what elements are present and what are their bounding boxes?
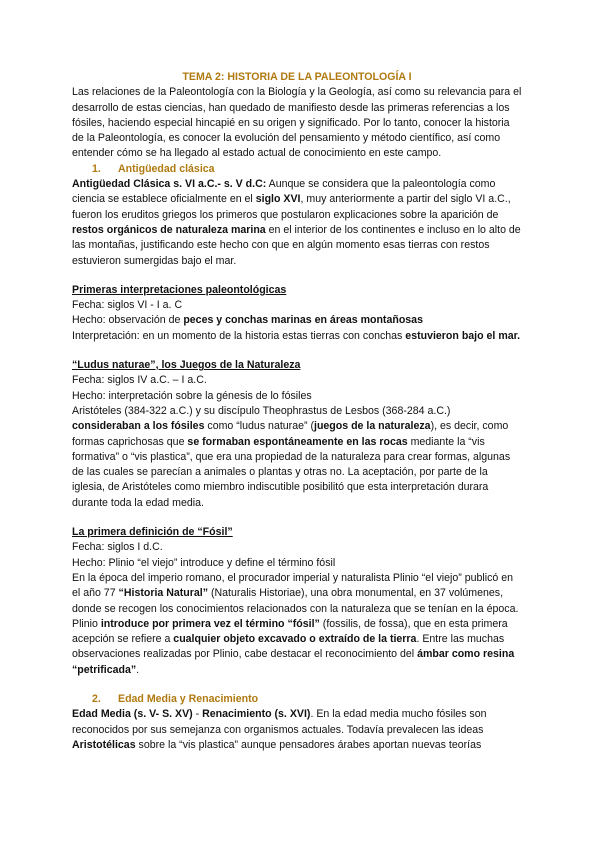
fecha-line: Fecha: siglos I d.C. <box>72 541 163 554</box>
section-number: 1. <box>92 162 101 175</box>
hecho-line: Hecho: observación de peces y conchas marinas en áreas montañosas <box>72 314 423 327</box>
bold-text: Antigüedad Clásica s. VI a.C.- s. V d.C: <box>72 178 267 191</box>
fecha-line: Fecha: siglos IV a.C. – I a.C. <box>72 374 207 387</box>
section-title: Edad Media y Renacimiento <box>118 692 259 705</box>
ludus-paragraph: Aristóteles (384-322 a.C.) y su discípulo Theophrastus de Lesbos (368-284 a.C.) consideraban a los fósiles como “ludus naturae” (juegos de la naturaleza), es decir, como formas caprichosas que se formaban espontáneamente en las rocas mediante la “vis formativa” o “vis plastica”, que era una propiedad de la naturaleza para crear formas, algunas de las cuales se parecían a animales o plantas y otras no. La aceptación, por parte de la iglesia, de Aristóteles como miembro indiscutible posibilitó que esta interpretación durara durante toda la edad media. <box>72 404 511 509</box>
antiguedad-paragraph: Antigüedad Clásica s. VI a.C.- s. V d.C: Aunque se considera que la paleontología como ciencia se establece oficialmente en el siglo XVI, muy anteriormente a partir del siglo VI a.C., fueron los eruditos griegos los primeros que postularon explicaciones sobre la aparición de restos orgánicos de naturaleza marina en el interior de los continentes e incluso en lo alto de las montañas, justificando este hecho con que en algún momento esas tierras con restos estuvieron sumergidas bajo el mar. <box>72 178 521 267</box>
intro-paragraph: Las relaciones de la Paleontología con la Biología y la Geología, así como su relevancia para el desarrollo de estas ciencias, han quedado de manifiesto desde las primeras referencias a los fósiles, haciendo especial hincapié en su origen y significado. Por lo tanto, conocer la historia de la Paleontología, es conocer la evolución del pensamiento y método científico, así como entender cómo se ha llegado al estado actual de conocimiento en este campo. <box>72 86 522 160</box>
hecho-line: Hecho: Plinio “el viejo” introduce y define el término fósil <box>72 556 336 569</box>
hecho-line: Hecho: interpretación sobre la génesis de lo fósiles <box>72 389 312 402</box>
plinio-paragraph: En la época del imperio romano, el procurador imperial y naturalista Plinio “el viejo” publicó en el año 77 “Historia Natural” (Naturalis Historiae), una obra monumental, en 37 volúmenes, donde se recogen los conocimientos relacionados con la naturaleza que se tenían en la época. <box>72 571 519 615</box>
subheading-primera-definicion: La primera definición de “Fósil” <box>72 526 233 539</box>
fecha-line: Fecha: siglos VI - I a. C <box>72 299 183 312</box>
document-content <box>72 70 522 753</box>
section-heading-edad-media <box>72 692 522 707</box>
subheading-primeras-interpretaciones: Primeras interpretaciones paleontológicas <box>72 283 287 296</box>
interpretacion-line: Interpretación: en un momento de la historia estas tierras con conchas estuvieron bajo el mar. <box>72 329 521 342</box>
section-number: 2. <box>92 692 101 705</box>
section-title: Antigüedad clásica <box>118 162 215 175</box>
page-title: TEMA 2: HISTORIA DE LA PALEONTOLOGÍA I <box>182 71 412 83</box>
section-heading-antiguedad <box>72 162 522 177</box>
edad-media-paragraph: Edad Media (s. V- S. XV) - Renacimiento (s. XVI). En la edad media mucho fósiles son reconocidos por sus semejanza con organismos actuales. Todavía prevalecen las ideas Aristotélicas sobre la “vis plastica” aunque pensadores árabes aportan nuevas teorías <box>72 708 487 751</box>
plinio-fosil-paragraph: Plinio introduce por primera vez el término “fósil” (fossilis, de fossa), que en esta primera acepción se refiere a cualquier objeto excavado o extraído de la tierra. Entre las muchas observaciones realizadas por Plinio, cabe destacar el reconocimiento del ámbar como resina “petrificada”. <box>72 617 515 676</box>
subheading-ludus-naturae: “Ludus naturae”, los Juegos de la Naturaleza <box>72 359 301 372</box>
